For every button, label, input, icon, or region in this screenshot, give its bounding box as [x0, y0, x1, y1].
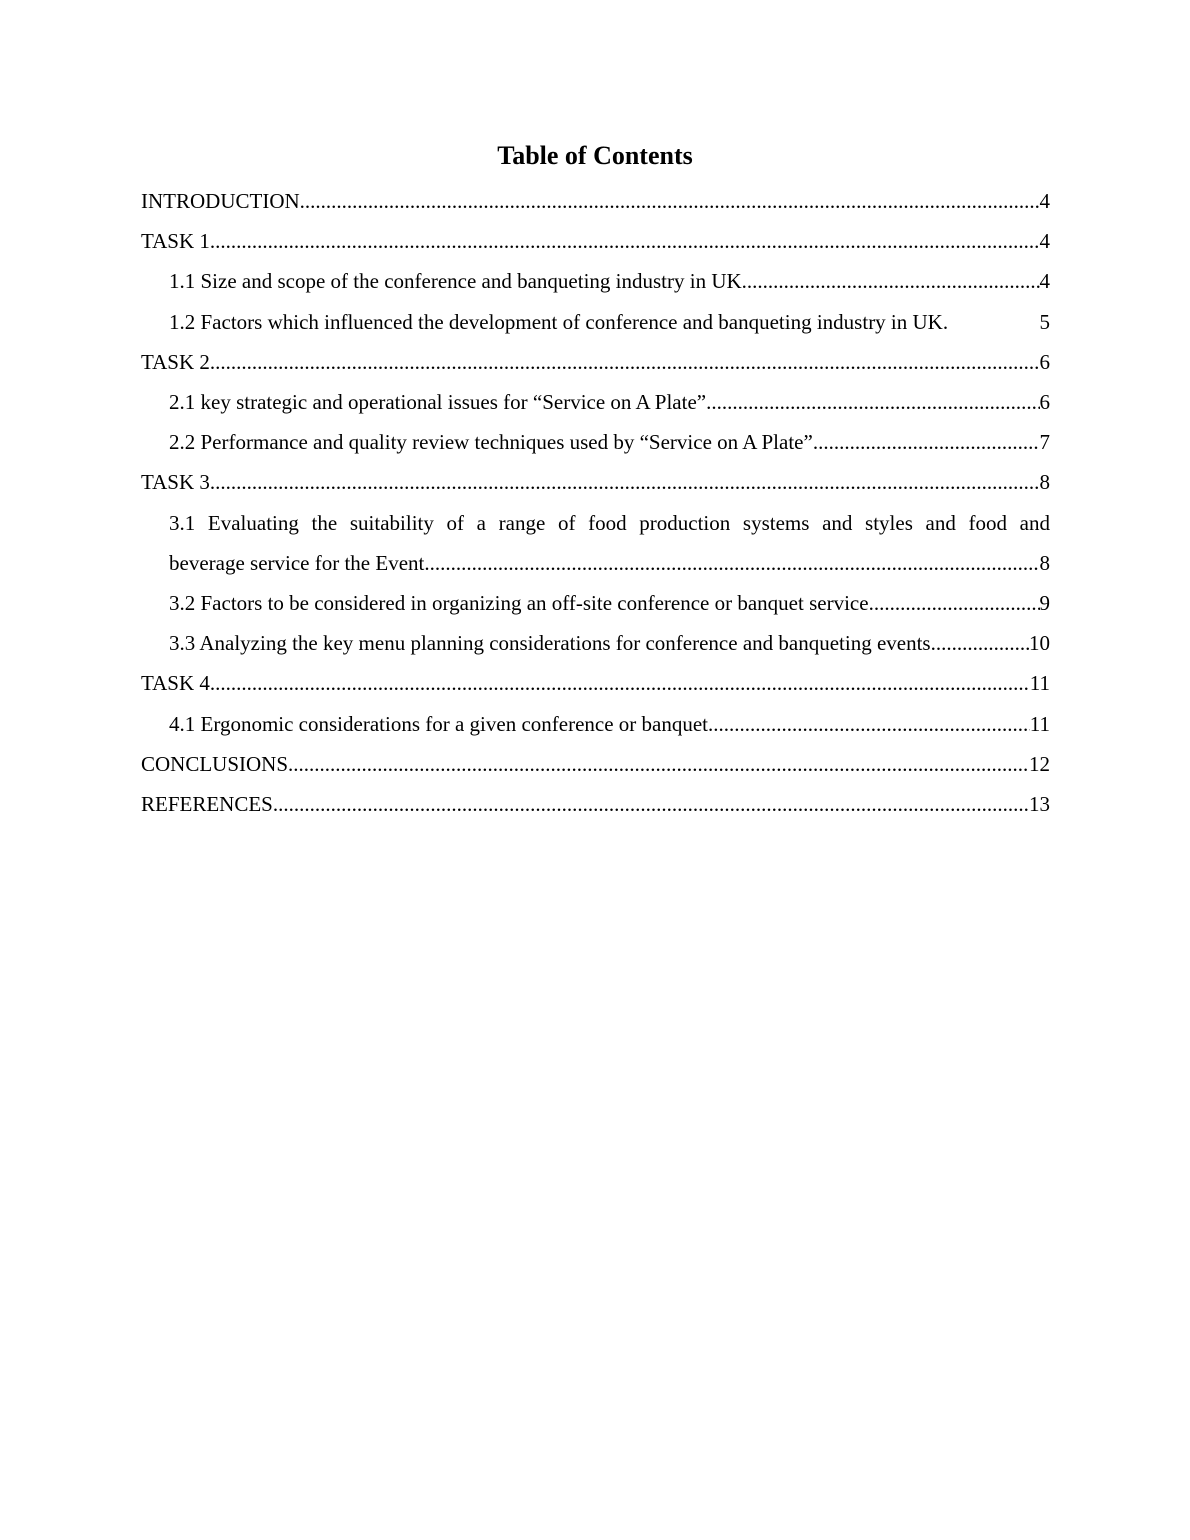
toc-entry-conclusions[interactable]: [141, 744, 1050, 784]
toc-entry-page: 4: [1039, 269, 1050, 294]
toc-entry-label-line-1: 3.1 Evaluating the suitability of a range of food production systems and styles and food and: [169, 510, 1050, 535]
toc-entry-task-2[interactable]: [141, 342, 1050, 382]
dot-leader: [210, 221, 1040, 261]
toc-entry-label: TASK 4: [141, 671, 210, 696]
toc-entry-page: 4: [1039, 229, 1050, 254]
toc-entry-page: 12: [1029, 751, 1050, 776]
toc-entry-page: 11: [1029, 711, 1050, 736]
dot-leader: [706, 382, 1039, 422]
toc-entry-label-line-2: beverage service for the Event: [169, 550, 425, 575]
toc-entry-label: 1.1 Size and scope of the conference and banqueting industry in UK: [169, 269, 742, 294]
dot-leader: [210, 342, 1040, 382]
toc-entry-label: INTRODUCTION: [141, 189, 300, 213]
dot-leader: [869, 583, 1040, 623]
toc-entry-task-3[interactable]: [141, 462, 1050, 502]
dot-leader: [936, 623, 1029, 663]
toc-entry-label: 3.2 Factors to be considered in organizing an off-site conference or banquet service: [169, 591, 869, 616]
toc-entry-page: 6: [1039, 349, 1050, 374]
dot-leader: [210, 663, 1030, 703]
toc-entry-3-1[interactable]: [141, 503, 1050, 583]
toc-entry-label: 1.2 Factors which influenced the development of conference and banqueting industry in UK.: [169, 309, 949, 334]
toc-entry-page: 8: [1039, 470, 1050, 495]
toc-entry-page: 6: [1039, 390, 1050, 415]
toc-entry-3-3[interactable]: [141, 623, 1050, 663]
toc-entry-4-1[interactable]: [141, 704, 1050, 744]
toc-entry-label: 4.1 Ergonomic considerations for a given conference or banquet: [169, 711, 709, 736]
dot-leader: [300, 181, 1040, 221]
toc-list: [141, 181, 1050, 824]
toc-entry-label: 2.2 Performance and quality review techniques used by “Service on A Plate”: [169, 430, 813, 455]
toc-entry-label: REFERENCES: [141, 792, 273, 817]
toc-entry-label: TASK 1: [141, 229, 210, 254]
dot-leader: [210, 462, 1040, 502]
toc-entry-introduction[interactable]: [141, 181, 1050, 221]
toc-entry-page: 5: [1039, 309, 1050, 334]
toc-entry-label: 2.1 key strategic and operational issues for “Service on A Plate”: [169, 390, 707, 415]
toc-entry-label: 3.3 Analyzing the key menu planning considerations for conference and banqueting events.: [169, 631, 936, 656]
dot-leader: [708, 704, 1030, 744]
toc-entry-page: 11: [1029, 671, 1050, 696]
toc-entry-page: 8: [1039, 550, 1050, 575]
dot-leader: [424, 543, 1039, 583]
toc-entry-label: TASK 3: [141, 470, 210, 495]
toc-entry-1-1[interactable]: [141, 261, 1050, 301]
toc-entry-page: 7: [1039, 430, 1050, 455]
toc-title: Table of Contents: [497, 141, 693, 170]
toc-entry-2-2[interactable]: [141, 422, 1050, 462]
toc-entry-2-1[interactable]: [141, 382, 1050, 422]
toc-entry-page: 13: [1029, 792, 1050, 817]
toc-entry-task-1[interactable]: [141, 221, 1050, 261]
toc-entry-label: CONCLUSIONS: [141, 751, 289, 776]
dot-leader: [742, 261, 1040, 301]
toc-entry-3-2[interactable]: [141, 583, 1050, 623]
dot-leader: [288, 744, 1029, 784]
toc-entry-page: 10: [1029, 631, 1050, 656]
toc-entry-page: 4: [1039, 189, 1050, 213]
dot-leader: [273, 784, 1029, 824]
toc-entry-references[interactable]: [141, 784, 1050, 824]
toc-entry-task-4[interactable]: [141, 663, 1050, 703]
dot-leader: [813, 422, 1040, 462]
toc-entry-page: 9: [1039, 591, 1050, 616]
toc-entry-1-2[interactable]: [141, 302, 1050, 342]
toc-entry-label: TASK 2: [141, 349, 210, 374]
